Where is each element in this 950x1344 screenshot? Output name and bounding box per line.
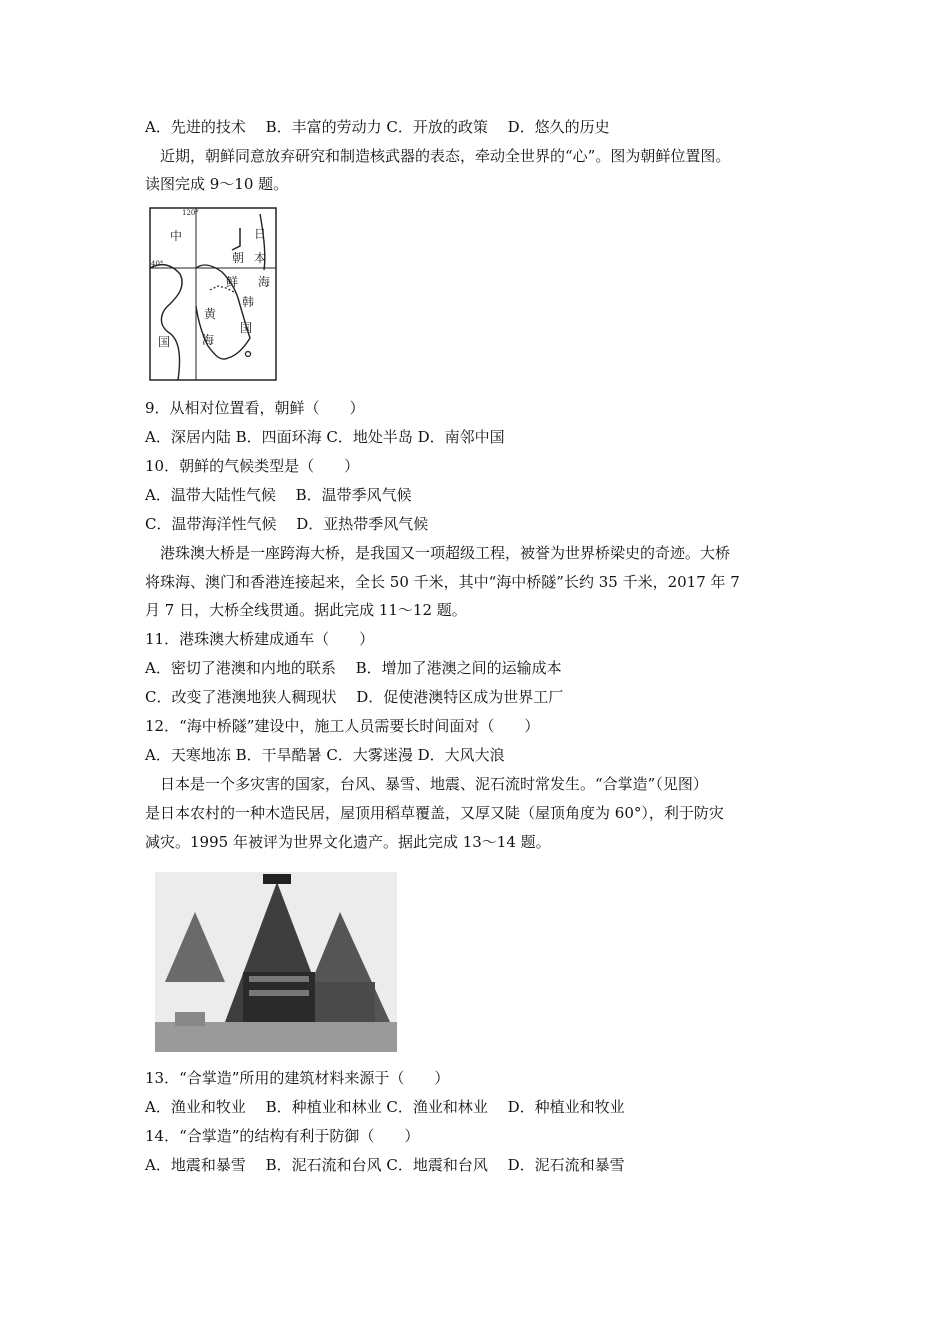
map-label-xian: 鲜 [226, 275, 239, 289]
intro-korea-2: 读图完成 9～10 题。 [145, 175, 289, 193]
question-11-options-cd: C．改变了港澳地狭人稠现状 D．促使港澳特区成为世界工厂 [145, 688, 564, 706]
map-label-han: 韩 [242, 295, 255, 309]
line-q8-options: A．先进的技术 B．丰富的劳动力 C．开放的政策 D．悠久的历史 [145, 118, 610, 136]
question-12: 12．“海中桥隧”建设中，施工人员需要长时间面对（ ） [145, 717, 540, 735]
question-9: 9．从相对位置看，朝鲜（ ） [145, 399, 365, 417]
question-10: 10．朝鲜的气候类型是（ ） [145, 457, 360, 475]
intro-bridge-3: 月 7 日，大桥全线贯通。据此完成 11～12 题。 [145, 601, 467, 619]
map-label-ri: 日 [254, 227, 267, 241]
map-label-hai-japan: 海 [258, 275, 271, 289]
question-14: 14．“合掌造”的结构有利于防御（ ） [145, 1127, 420, 1145]
question-13: 13．“合掌造”所用的建筑材料来源于（ ） [145, 1069, 450, 1087]
map-label-hai-yellow: 海 [202, 333, 215, 347]
map-label-ben: 本 [254, 251, 267, 265]
intro-japan-3: 减灾。1995 年被评为世界文化遗产。据此完成 13～14 题。 [145, 833, 551, 851]
map-label-zhong: 中 [170, 229, 183, 243]
question-11-options-ab: A．密切了港澳和内地的联系 B．增加了港澳之间的运输成本 [145, 659, 562, 677]
intro-korea-1: 近期，朝鲜同意放弃研究和制造核武器的表态，牵动全世界的“心”。图为朝鲜位置图。 [160, 147, 731, 165]
gassho-zukuri-photo [155, 872, 397, 1052]
question-10-options-ab: A．温带大陆性气候 B．温带季风气候 [145, 486, 412, 504]
map-lat-label: 40° [151, 260, 164, 268]
korea-location-map [148, 206, 278, 382]
map-lon-label: 120° [182, 209, 199, 217]
question-14-options: A．地震和暴雪 B．泥石流和台风 C．地震和台风 D．泥石流和暴雪 [145, 1156, 625, 1174]
intro-japan-2: 是日本农村的一种木造民居，屋顶用稻草覆盖，又厚又陡（屋顶角度为 60°），利于防灾 [145, 804, 724, 822]
intro-bridge-2: 将珠海、澳门和香港连接起来，全长 50 千米，其中“海中桥隧”长约 35 千米，2017 年 7 [145, 573, 740, 591]
intro-japan-1: 日本是一个多灾害的国家，台风、暴雪、地震、泥石流时常发生。“合掌造”（见图） [160, 775, 708, 793]
question-9-options: A．深居内陆 B．四面环海 C．地处半岛 D．南邻中国 [145, 428, 505, 446]
map-label-guo: 国 [158, 335, 171, 349]
map-label-guo-korea: 国 [240, 321, 253, 335]
intro-bridge-1: 港珠澳大桥是一座跨海大桥，是我国又一项超级工程，被誉为世界桥梁史的奇迹。大桥 [160, 544, 731, 562]
question-13-options: A．渔业和牧业 B．种植业和林业 C．渔业和林业 D．种植业和牧业 [145, 1098, 625, 1116]
map-label-huang: 黄 [204, 307, 217, 321]
question-11: 11．港珠澳大桥建成通车（ ） [145, 630, 375, 648]
question-10-options-cd: C．温带海洋性气候 D．亚热带季风气候 [145, 515, 429, 533]
map-label-chao: 朝 [232, 251, 245, 265]
question-12-options: A．天寒地冻 B．干旱酷暑 C．大雾迷漫 D．大风大浪 [145, 746, 505, 764]
